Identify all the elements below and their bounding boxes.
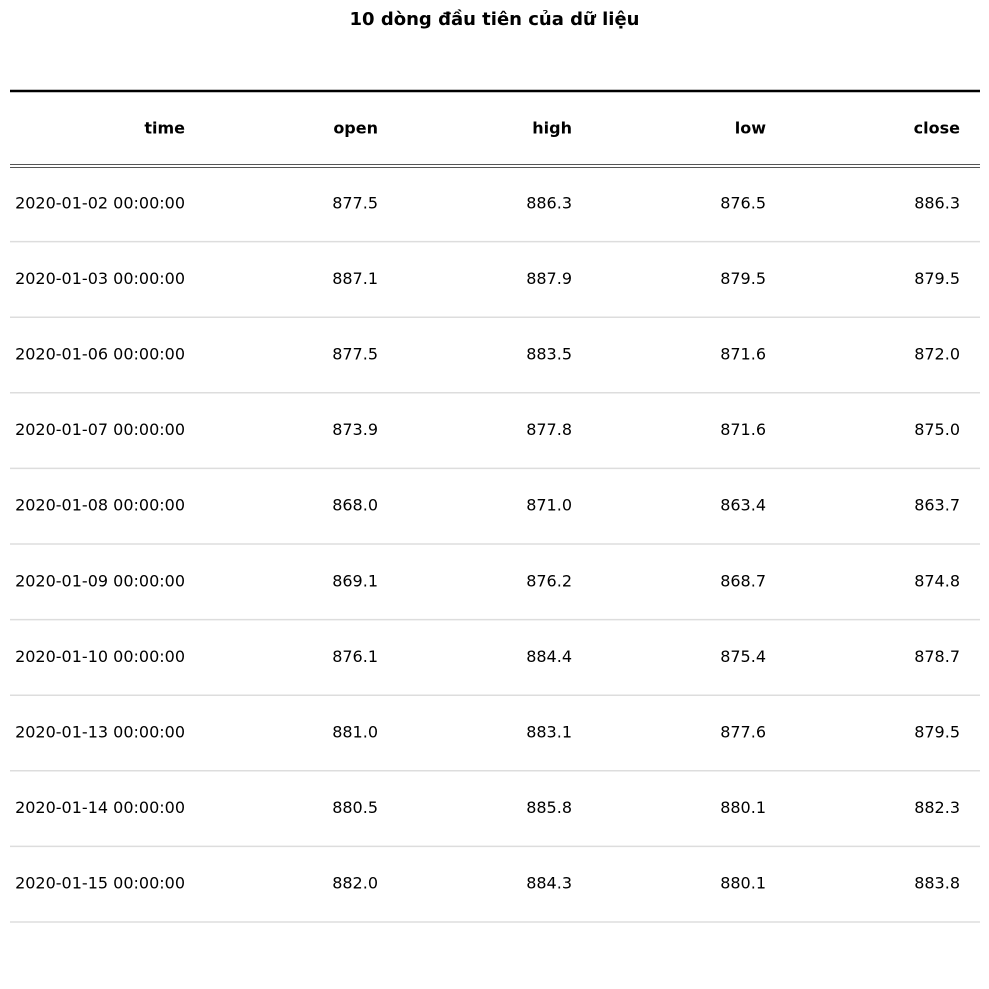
cell-high: 884.4 [526, 646, 572, 666]
cell-high: 883.1 [526, 722, 572, 742]
cell-open: 877.5 [332, 193, 378, 213]
cell-low: 863.4 [720, 495, 766, 515]
cell-time: 2020-01-15 00:00:00 [15, 873, 185, 893]
cell-high: 877.8 [526, 420, 572, 440]
cell-time: 2020-01-14 00:00:00 [15, 798, 185, 818]
table-row [15, 874, 960, 893]
column-header-close: close [913, 118, 960, 138]
column-header-high: high [532, 118, 572, 138]
cell-low: 880.1 [720, 873, 766, 893]
cell-close: 872.0 [914, 344, 960, 364]
cell-open: 869.1 [332, 571, 378, 591]
cell-time: 2020-01-13 00:00:00 [15, 722, 185, 742]
cell-close: 863.7 [914, 495, 960, 515]
cell-open: 873.9 [332, 420, 378, 440]
cell-low: 875.4 [720, 646, 766, 666]
cell-high: 883.5 [526, 344, 572, 364]
cell-time: 2020-01-03 00:00:00 [15, 268, 185, 288]
cell-open: 881.0 [332, 722, 378, 742]
table-row [15, 723, 960, 742]
cell-close: 874.8 [914, 571, 960, 591]
table-row [15, 345, 960, 364]
table-row [15, 496, 960, 515]
cell-high: 886.3 [526, 193, 572, 213]
cell-low: 876.5 [720, 193, 766, 213]
column-header-open: open [333, 118, 378, 138]
cell-low: 880.1 [720, 798, 766, 818]
table-row [15, 798, 960, 817]
cell-low: 871.6 [720, 344, 766, 364]
cell-open: 868.0 [332, 495, 378, 515]
cell-time: 2020-01-06 00:00:00 [15, 344, 185, 364]
cell-high: 884.3 [526, 873, 572, 893]
table-row [15, 269, 960, 288]
cell-close: 879.5 [914, 268, 960, 288]
cell-open: 877.5 [332, 344, 378, 364]
table-row [15, 647, 960, 666]
cell-time: 2020-01-07 00:00:00 [15, 420, 185, 440]
cell-close: 886.3 [914, 193, 960, 213]
cell-close: 875.0 [914, 420, 960, 440]
cell-close: 878.7 [914, 646, 960, 666]
cell-time: 2020-01-08 00:00:00 [15, 495, 185, 515]
cell-open: 876.1 [332, 646, 378, 666]
cell-high: 871.0 [526, 495, 572, 515]
column-header-time: time [144, 118, 185, 138]
table-row [15, 571, 960, 590]
cell-high: 885.8 [526, 798, 572, 818]
cell-time: 2020-01-10 00:00:00 [15, 646, 185, 666]
cell-open: 882.0 [332, 873, 378, 893]
cell-close: 882.3 [914, 798, 960, 818]
cell-close: 879.5 [914, 722, 960, 742]
cell-open: 887.1 [332, 268, 378, 288]
column-header-low: low [734, 118, 766, 138]
cell-open: 880.5 [332, 798, 378, 818]
cell-time: 2020-01-02 00:00:00 [15, 193, 185, 213]
cell-low: 871.6 [720, 420, 766, 440]
cell-close: 883.8 [914, 873, 960, 893]
cell-low: 868.7 [720, 571, 766, 591]
table-row [15, 193, 960, 212]
cell-high: 887.9 [526, 268, 572, 288]
table-title: 10 dòng đầu tiên của dữ liệu [349, 9, 640, 30]
cell-high: 876.2 [526, 571, 572, 591]
cell-low: 879.5 [720, 268, 766, 288]
table-row [15, 420, 960, 439]
cell-time: 2020-01-09 00:00:00 [15, 571, 185, 591]
cell-low: 877.6 [720, 722, 766, 742]
